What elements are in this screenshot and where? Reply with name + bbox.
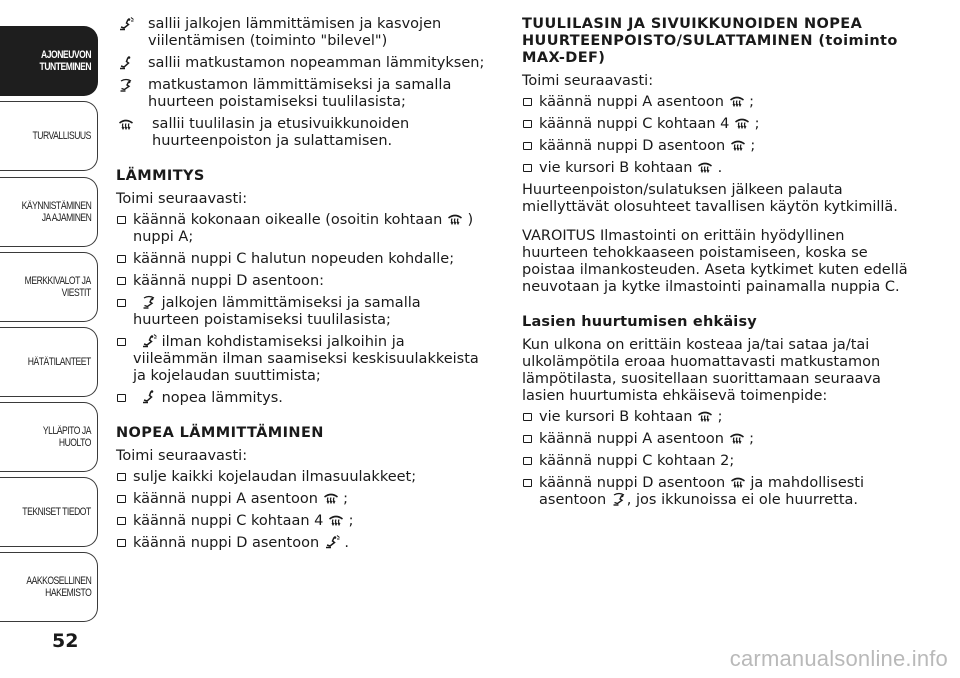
windscreen-icon xyxy=(118,117,134,131)
intro-text: Toimi seuraavasti: xyxy=(116,448,248,464)
feet-windscreen-icon xyxy=(611,492,627,506)
list-item: käännä nuppi D asentoon . xyxy=(116,535,486,552)
feet-icon xyxy=(141,390,157,404)
list-item: käännä nuppi D asentoon ; xyxy=(522,138,914,155)
tab-merkkivalot[interactable]: MERKKIVALOT JA VIESTIT xyxy=(0,252,98,322)
paragraph-anti-fog: Kun ulkona on erittäin kosteaa ja/tai sataa ja/tai ulkolämpötila eroaa huomattavasti matkustamon lämpötilasta, suositellaan suorittamaan seuraava lasien huurtumista ehkäisevä toimenpide: xyxy=(522,337,881,404)
windscreen-icon xyxy=(328,513,344,527)
list-item: käännä nuppi C halutun nopeuden kohdalle; xyxy=(116,251,486,268)
mode-line-feet-face: sallii jalkojen lämmittämisen ja kasvojen viilentämisen (toiminto "bilevel") xyxy=(116,16,486,50)
heading-anti-fog: Lasien huurtumisen ehkäisy xyxy=(522,314,757,330)
mode-line-windscreen: sallii tuulilasin ja etusivuikkunoiden huurteenpoiston ja sulattamisen. xyxy=(116,116,486,150)
list-item: käännä nuppi D asentoon ja mahdollisesti asentoon , jos ikkunoissa ei ole huurretta. xyxy=(522,475,914,509)
watermark: carmanualsonline.info xyxy=(729,646,948,671)
list-item: sulje kaikki kojelaudan ilmasuulakkeet; xyxy=(116,469,486,486)
windscreen-icon xyxy=(729,431,745,445)
paragraph-after-defrost: Huurteenpoiston/sulatuksen jälkeen palauta miellyttävät olosuhteet tavallisen käytön kytkimillä. xyxy=(522,182,898,215)
feet-face-icon xyxy=(118,17,134,31)
feet-face-icon xyxy=(324,535,340,549)
intro-text: Toimi seuraavasti: xyxy=(116,191,248,207)
list-item: käännä nuppi D asentoon: xyxy=(116,273,486,290)
mode-line-feet: sallii matkustamon nopeamman lämmityksen; xyxy=(116,55,486,72)
list-item: käännä nuppi A asentoon ; xyxy=(116,491,486,508)
windscreen-icon xyxy=(730,138,746,152)
chapter-tabs xyxy=(0,0,100,678)
heading-lammitys: LÄMMITYS xyxy=(116,168,205,184)
right-column xyxy=(522,16,914,514)
tab-kaynnistaminen[interactable]: KÄYNNISTÄMINEN JA AJAMINEN xyxy=(0,177,98,247)
tab-tekniset-tiedot[interactable]: TEKNISET TIEDOT xyxy=(0,477,98,547)
paragraph-warning: VAROITUS Ilmastointi on erittäin hyödyllinen huurteen tehokkaaseen poistamiseen, koska se poistaa ilmankosteuden. Aseta kytkimet kuten edellä neuvotaan ja kytke ilmastointi painamalla nuppia C. xyxy=(522,228,908,295)
windscreen-icon xyxy=(730,475,746,489)
tab-hakemisto[interactable]: AAKKOSELLINEN HAKEMISTO xyxy=(0,552,98,622)
windscreen-icon xyxy=(697,160,713,174)
windscreen-icon xyxy=(729,94,745,108)
list-item: nopea lämmitys. xyxy=(116,390,486,407)
list-item: käännä nuppi C kohtaan 4 ; xyxy=(522,116,914,133)
left-column xyxy=(116,16,486,557)
list-item: käännä nuppi A asentoon ; xyxy=(522,431,914,448)
feet-icon xyxy=(118,56,134,70)
list-item: jalkojen lämmittämiseksi ja samalla huurteen poistamiseksi tuulilasista; xyxy=(116,295,486,329)
windscreen-icon xyxy=(734,116,750,130)
page-number: 52 xyxy=(52,630,79,652)
feet-face-icon xyxy=(141,334,157,348)
list-item: käännä kokonaan oikealle (osoitin kohtaan ) nuppi A; xyxy=(116,212,486,246)
windscreen-icon xyxy=(447,212,463,226)
tab-yllapito[interactable]: YLLÄPITO JA HUOLTO xyxy=(0,402,98,472)
list-item: ilman kohdistamiseksi jalkoihin ja viileämmän ilman saamiseksi keskisuulakkeista ja kojelaudan suuttimista; xyxy=(116,334,486,385)
tab-hatatilanteet[interactable]: HÄTÄTILANTEET xyxy=(0,327,98,397)
list-item: vie kursori B kohtaan ; xyxy=(522,409,914,426)
heading-nopea-lammittaminen: NOPEA LÄMMITTÄMINEN xyxy=(116,425,324,441)
heading-max-def: TUULILASIN JA SIVUIKKUNOIDEN NOPEA HUURTEENPOISTO/SULATTAMINEN (toiminto MAX-DEF) xyxy=(522,16,898,66)
tab-ajoneuvon-tunteminen[interactable]: AJONEUVON TUNTEMINEN xyxy=(0,26,98,96)
list-item: vie kursori B kohtaan . xyxy=(522,160,914,177)
intro-text: Toimi seuraavasti: xyxy=(522,73,654,89)
windscreen-icon xyxy=(323,491,339,505)
feet-windscreen-icon xyxy=(118,78,134,92)
mode-line-feet-windscreen: matkustamon lämmittämiseksi ja samalla huurteen poistamiseksi tuulilasista; xyxy=(116,77,486,111)
list-item: käännä nuppi A asentoon ; xyxy=(522,94,914,111)
list-item: käännä nuppi C kohtaan 2; xyxy=(522,453,914,470)
list-item: käännä nuppi C kohtaan 4 ; xyxy=(116,513,486,530)
tab-turvallisuus[interactable]: TURVALLISUUS xyxy=(0,101,98,171)
feet-windscreen-icon xyxy=(141,295,157,309)
windscreen-icon xyxy=(697,409,713,423)
